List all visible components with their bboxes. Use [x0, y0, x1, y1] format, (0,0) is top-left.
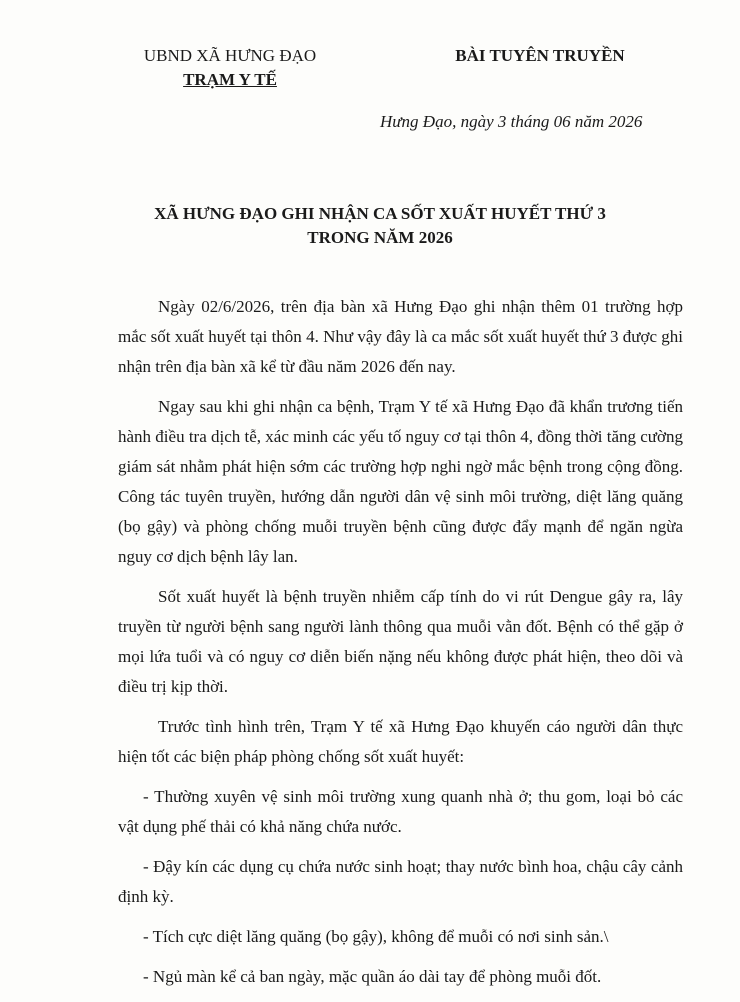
title-line-1: XÃ HƯNG ĐẠO GHI NHẬN CA SỐT XUẤT HUYẾT THỨ 3 [154, 204, 606, 223]
bullet-item: - Ngủ màn kể cả ban ngày, mặc quần áo dài tay để phòng muỗi đốt. [143, 967, 602, 986]
issuing-agency [120, 44, 340, 92]
date-line: Hưng Đạo, ngày 3 tháng 06 năm 2026 [380, 112, 643, 131]
paragraph: Sốt xuất huyết là bệnh truyền nhiễm cấp tính do vi rút Dengue gây ra, lây truyền từ người bệnh sang người lành thông qua muỗi vằn đốt. Bệnh có thể gặp ở mọi lứa tuổi và có nguy cơ diễn biến nặng nếu không được phát hiện, theo dõi và điều trị kịp thời. [118, 587, 683, 696]
agency-parent: UBND XÃ HƯNG ĐẠO [143, 46, 317, 65]
document-body [118, 292, 683, 1002]
bullet-item: - Thường xuyên vệ sinh môi trường xung quanh nhà ở; thu gom, loại bỏ các vật dụng phế thải có khả năng chứa nước. [118, 787, 683, 836]
title-line-2: TRONG NĂM 2026 [307, 228, 453, 247]
paragraph: Trước tình hình trên, Trạm Y tế xã Hưng Đạo khuyến cáo người dân thực hiện tốt các biện pháp phòng chống sốt xuất huyết: [118, 717, 683, 766]
document-type: BÀI TUYÊN TRUYỀN [455, 46, 625, 65]
bullet-item: - Tích cực diệt lăng quăng (bọ gậy), không để muỗi có nơi sinh sản.\ [143, 927, 609, 946]
document-title [60, 202, 700, 250]
agency-name: TRẠM Y TẾ [183, 70, 277, 89]
bullet-item: - Đậy kín các dụng cụ chứa nước sinh hoạt; thay nước bình hoa, chậu cây cảnh định kỳ. [118, 857, 683, 906]
paragraph: Ngày 02/6/2026, trên địa bàn xã Hưng Đạo ghi nhận thêm 01 trường hợp mắc sốt xuất huyết tại thôn 4. Như vậy đây là ca mắc sốt xuất huyết thứ 3 được ghi nhận trên địa bàn xã kể từ đầu năm 2026 đến nay. [118, 297, 683, 376]
paragraph: Ngay sau khi ghi nhận ca bệnh, Trạm Y tế xã Hưng Đạo đã khẩn trương tiến hành điều tra dịch tễ, xác minh các yếu tố nguy cơ tại thôn 4, đồng thời tăng cường giám sát nhằm phát hiện sớm các trường hợp nghi ngờ mắc bệnh trong cộng đồng. Công tác tuyên truyền, hướng dẫn người dân vệ sinh môi trường, diệt lăng quăng (bọ gậy) và phòng chống muỗi truyền bệnh cũng được đẩy mạnh để ngăn ngừa nguy cơ dịch bệnh lây lan. [118, 397, 683, 566]
